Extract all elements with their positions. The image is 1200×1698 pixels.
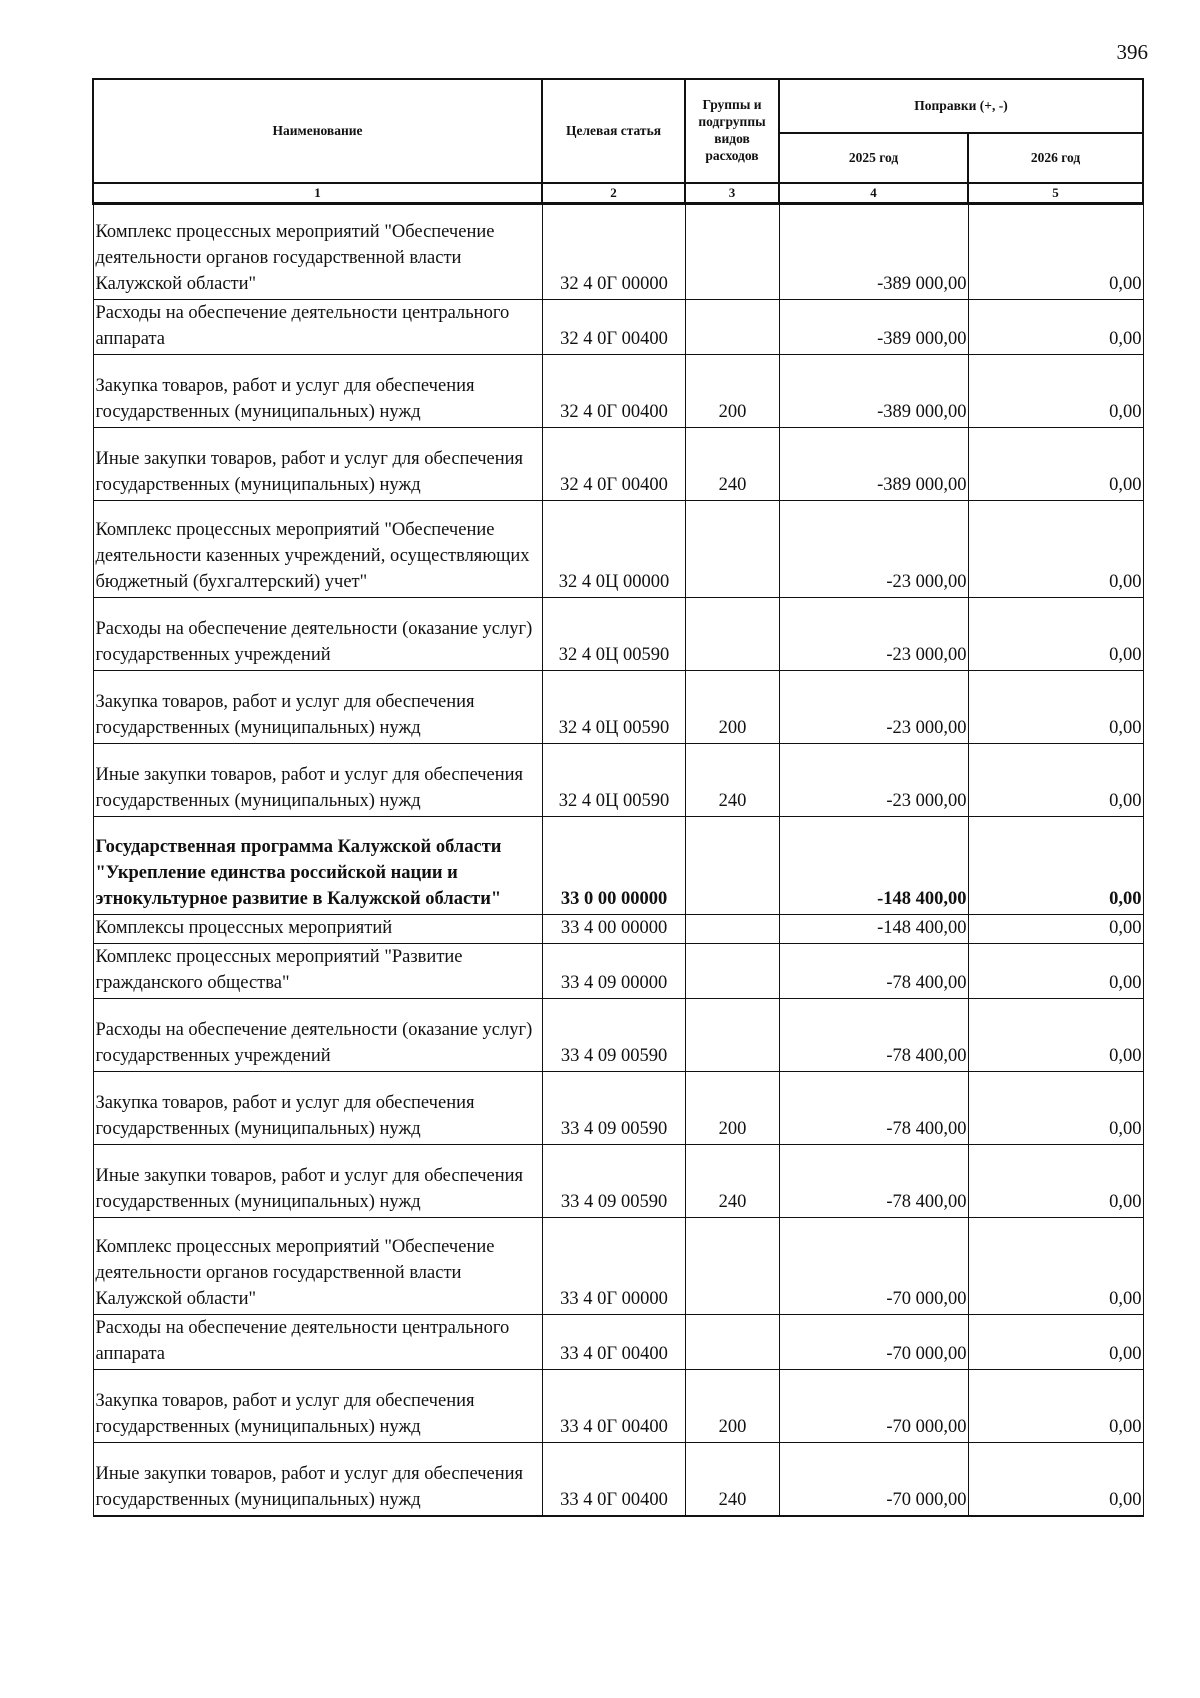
row-amount-2026-cell: 0,00 [968,300,1143,355]
row-target-article-cell: 33 4 0Г 00000 [542,1218,685,1315]
table-header [93,79,1143,204]
table-row [93,671,1143,744]
column-number: 4 [779,183,968,204]
row-expense-group-cell: 200 [685,1072,779,1145]
table-row [93,428,1143,501]
table-row [93,204,1143,300]
row-amount-2025-cell: -148 400,00 [779,915,968,944]
row-name-cell: Иные закупки товаров, работ и услуг для обеспечения государственных (муниципальных) нужд [93,744,542,817]
row-amount-2026-cell: 0,00 [968,999,1143,1072]
row-expense-group-cell: 200 [685,355,779,428]
row-amount-2025-cell: -70 000,00 [779,1370,968,1443]
table-row [93,744,1143,817]
row-expense-group-cell [685,944,779,999]
row-expense-group-cell [685,204,779,300]
row-expense-group-cell [685,1315,779,1370]
row-target-article-cell: 32 4 0Ц 00590 [542,598,685,671]
row-name-cell: Комплексы процессных мероприятий [93,915,542,944]
row-amount-2025-cell: -148 400,00 [779,817,968,915]
row-amount-2026-cell: 0,00 [968,598,1143,671]
table-row [93,501,1143,598]
row-expense-group-cell: 240 [685,744,779,817]
table-row [93,1218,1143,1315]
row-amount-2025-cell: -389 000,00 [779,300,968,355]
row-amount-2026-cell: 0,00 [968,944,1143,999]
row-target-article-cell: 33 0 00 00000 [542,817,685,915]
header-year-2025: 2025 год [779,133,968,183]
row-target-article-cell: 33 4 00 00000 [542,915,685,944]
table-row [93,355,1143,428]
row-amount-2026-cell: 0,00 [968,915,1143,944]
row-amount-2025-cell: -78 400,00 [779,1072,968,1145]
header-name: Наименование [93,79,542,183]
row-amount-2025-cell: -70 000,00 [779,1315,968,1370]
row-target-article-cell: 32 4 0Ц 00590 [542,671,685,744]
row-name-cell: Расходы на обеспечение деятельности (оказание услуг) государственных учреждений [93,598,542,671]
row-name-cell: Иные закупки товаров, работ и услуг для обеспечения государственных (муниципальных) нужд [93,1443,542,1516]
row-amount-2026-cell: 0,00 [968,501,1143,598]
budget-amendments-table [92,78,1144,1517]
row-amount-2026-cell: 0,00 [968,817,1143,915]
row-amount-2025-cell: -389 000,00 [779,355,968,428]
row-amount-2026-cell: 0,00 [968,1443,1143,1516]
column-number: 2 [542,183,685,204]
row-expense-group-cell: 200 [685,1370,779,1443]
row-amount-2025-cell: -70 000,00 [779,1443,968,1516]
row-amount-2025-cell: -23 000,00 [779,501,968,598]
row-amount-2026-cell: 0,00 [968,1315,1143,1370]
row-name-cell: Закупка товаров, работ и услуг для обеспечения государственных (муниципальных) нужд [93,355,542,428]
row-amount-2025-cell: -23 000,00 [779,598,968,671]
row-target-article-cell: 32 4 0Г 00400 [542,355,685,428]
row-name-cell: Государственная программа Калужской области "Укрепление единства российской нации и этнокультурное развитие в Калужской области" [93,817,542,915]
row-name-cell: Расходы на обеспечение деятельности центрального аппарата [93,1315,542,1370]
row-target-article-cell: 32 4 0Г 00400 [542,428,685,501]
row-amount-2025-cell: -389 000,00 [779,204,968,300]
row-name-cell: Закупка товаров, работ и услуг для обеспечения государственных (муниципальных) нужд [93,1370,542,1443]
row-amount-2025-cell: -23 000,00 [779,671,968,744]
table-row [93,1370,1143,1443]
table-row [93,1315,1143,1370]
page-number: 396 [1116,40,1148,64]
row-amount-2026-cell: 0,00 [968,1145,1143,1218]
row-name-cell: Иные закупки товаров, работ и услуг для обеспечения государственных (муниципальных) нужд [93,1145,542,1218]
table-row [93,300,1143,355]
column-number: 1 [93,183,542,204]
row-expense-group-cell [685,1218,779,1315]
row-target-article-cell: 33 4 0Г 00400 [542,1443,685,1516]
table-row [93,915,1143,944]
row-expense-group-cell: 240 [685,1443,779,1516]
row-expense-group-cell: 240 [685,1145,779,1218]
row-expense-group-cell [685,999,779,1072]
row-expense-group-cell: 240 [685,428,779,501]
row-amount-2026-cell: 0,00 [968,1218,1143,1315]
row-name-cell: Комплекс процессных мероприятий "Обеспечение деятельности органов государственной власти Калужской области" [93,204,542,300]
row-target-article-cell: 33 4 09 00000 [542,944,685,999]
row-target-article-cell: 32 4 0Ц 00000 [542,501,685,598]
table-row [93,817,1143,915]
header-expense-groups: Группы и подгруппы видов расходов [685,79,779,183]
row-name-cell: Комплекс процессных мероприятий "Развитие гражданского общества" [93,944,542,999]
row-expense-group-cell [685,300,779,355]
row-amount-2025-cell: -389 000,00 [779,428,968,501]
column-number: 5 [968,183,1143,204]
row-name-cell: Закупка товаров, работ и услуг для обеспечения государственных (муниципальных) нужд [93,1072,542,1145]
header-year-2026: 2026 год [968,133,1143,183]
row-amount-2025-cell: -78 400,00 [779,1145,968,1218]
row-target-article-cell: 33 4 0Г 00400 [542,1370,685,1443]
header-amendments: Поправки (+, -) [779,79,1143,133]
row-name-cell: Иные закупки товаров, работ и услуг для обеспечения государственных (муниципальных) нужд [93,428,542,501]
table-row [93,1443,1143,1516]
row-expense-group-cell [685,817,779,915]
column-number: 3 [685,183,779,204]
row-name-cell: Закупка товаров, работ и услуг для обеспечения государственных (муниципальных) нужд [93,671,542,744]
table-row [93,1145,1143,1218]
row-expense-group-cell [685,598,779,671]
row-target-article-cell: 33 4 09 00590 [542,1072,685,1145]
row-target-article-cell: 33 4 0Г 00400 [542,1315,685,1370]
row-target-article-cell: 33 4 09 00590 [542,1145,685,1218]
row-name-cell: Комплекс процессных мероприятий "Обеспечение деятельности органов государственной власти Калужской области" [93,1218,542,1315]
table-row [93,598,1143,671]
table-row [93,944,1143,999]
row-target-article-cell: 32 4 0Г 00000 [542,204,685,300]
row-amount-2026-cell: 0,00 [968,204,1143,300]
row-target-article-cell: 32 4 0Ц 00590 [542,744,685,817]
row-name-cell: Расходы на обеспечение деятельности (оказание услуг) государственных учреждений [93,999,542,1072]
table-body [93,204,1143,1516]
row-target-article-cell: 32 4 0Г 00400 [542,300,685,355]
row-amount-2026-cell: 0,00 [968,744,1143,817]
header-target-article: Целевая статья [542,79,685,183]
row-amount-2026-cell: 0,00 [968,355,1143,428]
row-amount-2025-cell: -78 400,00 [779,999,968,1072]
row-target-article-cell: 33 4 09 00590 [542,999,685,1072]
row-expense-group-cell: 200 [685,671,779,744]
row-expense-group-cell [685,501,779,598]
row-name-cell: Расходы на обеспечение деятельности центрального аппарата [93,300,542,355]
row-name-cell: Комплекс процессных мероприятий "Обеспечение деятельности казенных учреждений, осуществляющих бюджетный (бухгалтерский) учет" [93,501,542,598]
row-amount-2026-cell: 0,00 [968,1370,1143,1443]
row-amount-2026-cell: 0,00 [968,1072,1143,1145]
table-row [93,1072,1143,1145]
row-amount-2025-cell: -78 400,00 [779,944,968,999]
row-amount-2025-cell: -23 000,00 [779,744,968,817]
table-row [93,999,1143,1072]
row-amount-2026-cell: 0,00 [968,428,1143,501]
row-amount-2025-cell: -70 000,00 [779,1218,968,1315]
row-expense-group-cell [685,915,779,944]
row-amount-2026-cell: 0,00 [968,671,1143,744]
